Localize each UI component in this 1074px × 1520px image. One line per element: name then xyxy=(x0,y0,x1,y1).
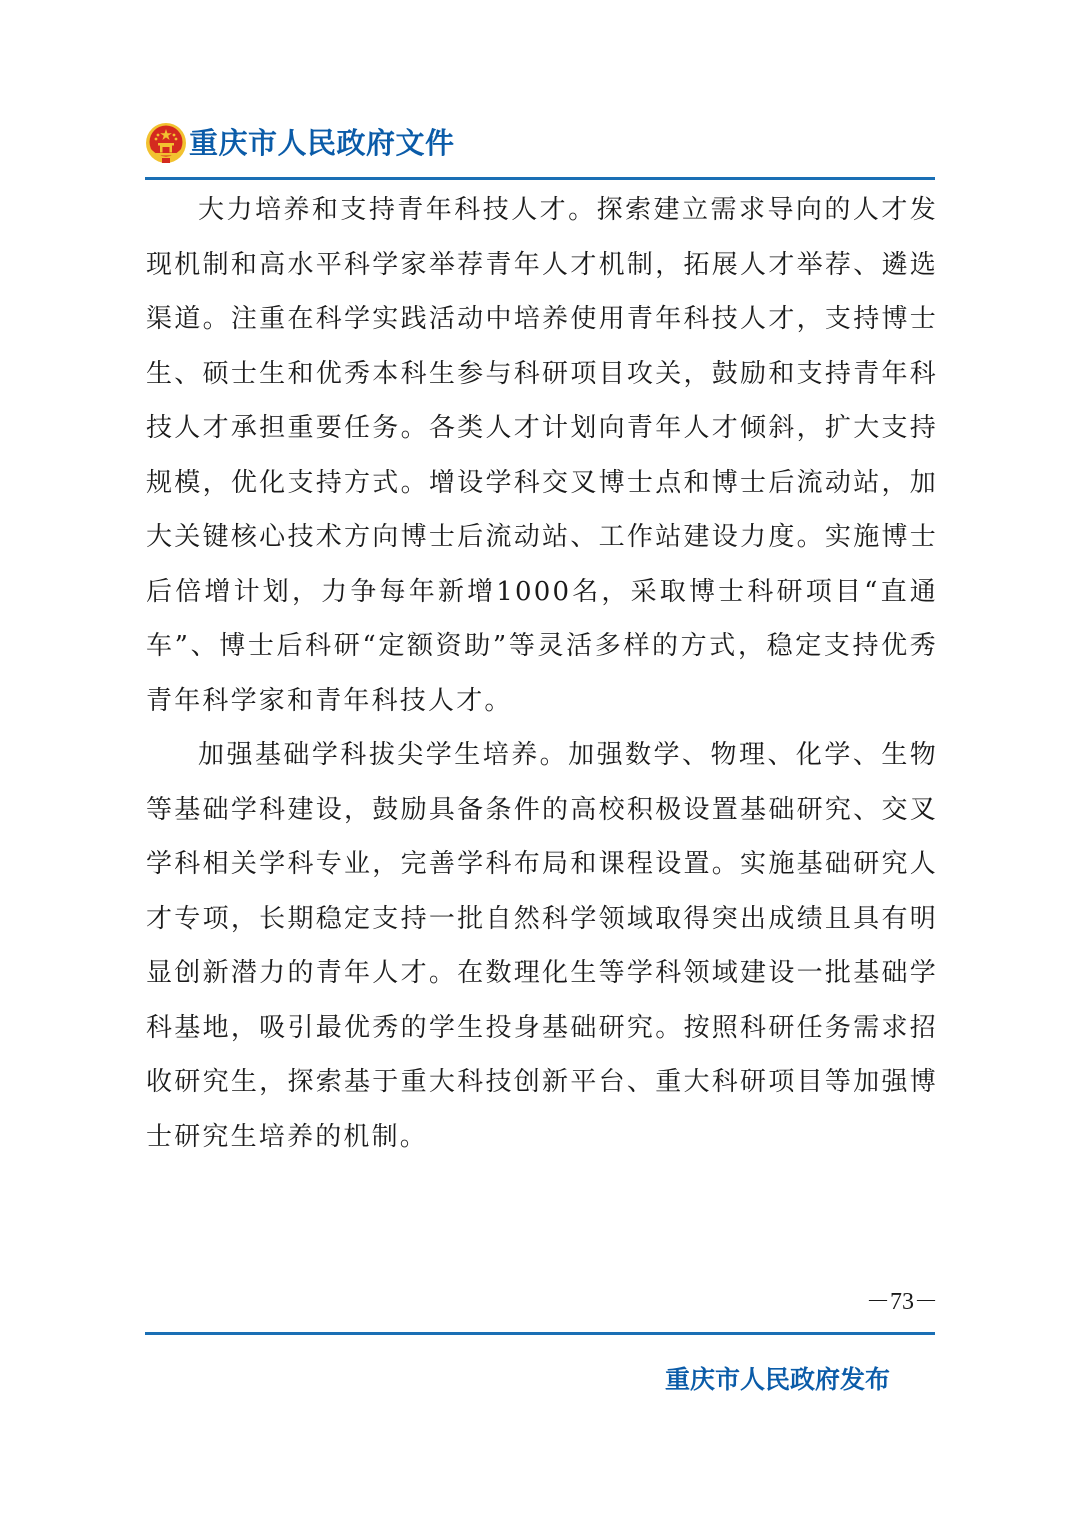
national-emblem-icon xyxy=(145,122,187,164)
header-title: 重庆市人民政府文件 xyxy=(189,126,455,160)
page-number: －73－ xyxy=(866,1289,938,1315)
document-body xyxy=(146,183,938,1164)
document-header xyxy=(145,118,935,178)
paragraph-basic-disciplines: 加强基础学科拔尖学生培养。加强数学、物理、化学、生物等基础学科建设，鼓励具备条件的高校积极设置基础研究、交叉学科相关学科专业，完善学科布局和课程设置。实施基础研究人才专项，长期稳定支持一批自然科学领域取得突出成绩且具有明显创新潜力的青年人才。在数理化生等学科领域建设一批基础学科基地，吸引最优秀的学生投身基础研究。按照科研任务需求招收研究生，探索基于重大科技创新平台、重大科研项目等加强博士研究生培养的机制。 xyxy=(146,740,938,1152)
header-divider xyxy=(145,177,935,180)
paragraph-youth-talent: 大力培养和支持青年科技人才。探索建立需求导向的人才发现机制和高水平科学家举荐青年人才机制，拓展人才举荐、遴选渠道。注重在科学实践活动中培养使用青年科技人才，支持博士生、硕士生和优秀本科生参与科研项目攻关，鼓励和支持青年科技人才承担重要任务。各类人才计划向青年人才倾斜，扩大支持规模，优化支持方式。增设学科交叉博士点和博士后流动站，加大关键核心技术方向博士后流动站、工作站建设力度。实施博士后倍增计划，力争每年新增1000名，采取博士科研项目“直通车”、博士后科研“定额资助”等灵活多样的方式，稳定支持优秀青年科学家和青年科技人才。 xyxy=(146,195,938,716)
footer-publisher: 重庆市人民政府发布 xyxy=(664,1365,890,1394)
footer-divider xyxy=(145,1332,935,1335)
